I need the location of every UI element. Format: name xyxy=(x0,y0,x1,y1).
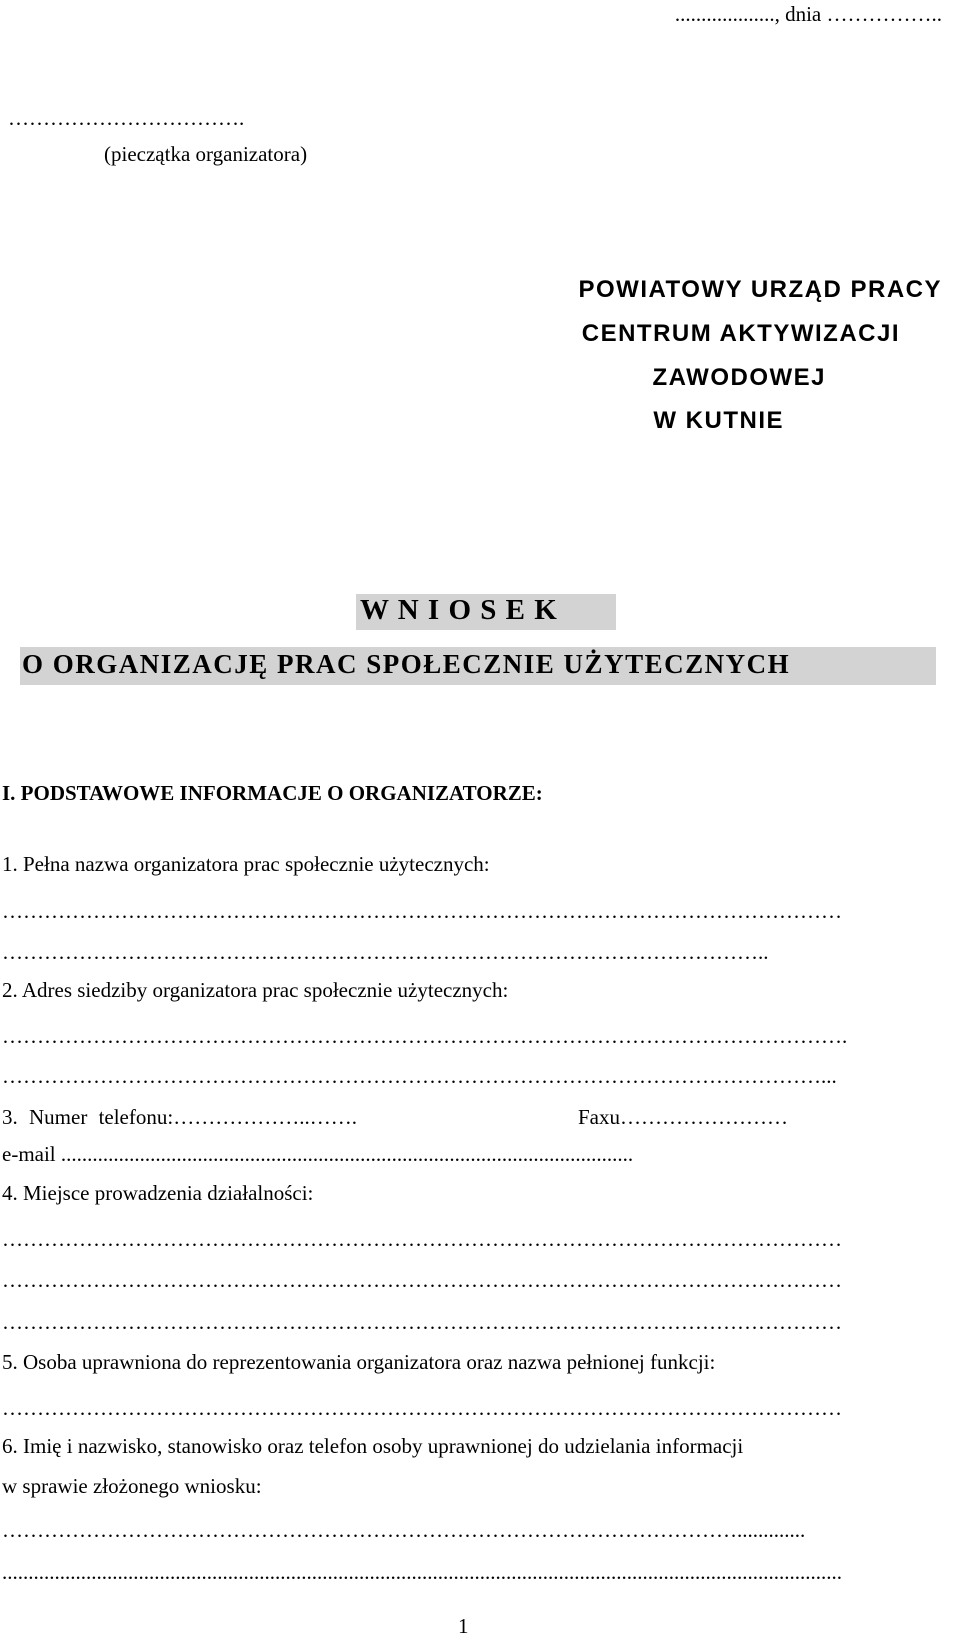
page-number: 1 xyxy=(458,1614,469,1638)
item-6-fill-line-2: ................................................................................................................................................................ xyxy=(2,1560,842,1584)
addressee-line-1: POWIATOWY URZĄD PRACY xyxy=(578,276,942,303)
item-2-fill-line-2: ………………………………………………………………………………………………………... xyxy=(2,1064,837,1088)
addressee-line-2: CENTRUM AKTYWIZACJI xyxy=(581,320,900,347)
item-4-fill-line-3: ………………………………………………………………………………………………………… xyxy=(2,1310,842,1334)
item-5-fill-line: ………………………………………………………………………………………………………… xyxy=(2,1396,842,1420)
stamp-dots: ……………………………. xyxy=(8,106,245,130)
item-4-label: 4. Miejsce prowadzenia działalności: xyxy=(2,1181,314,1205)
stamp-label: (pieczątka organizatora) xyxy=(104,142,308,166)
item-5-label: 5. Osoba uprawniona do reprezentowania organizatora oraz nazwa pełnionej funkcji: xyxy=(2,1350,716,1374)
addressee-line-4: W KUTNIE xyxy=(653,407,784,434)
item-1-label: 1. Pełna nazwa organizatora prac społecznie użytecznych: xyxy=(2,852,490,876)
item-1-fill-line-1: ………………………………………………………………………………………………………… xyxy=(2,899,842,923)
item-1-fill-line-2: ……………………………………………………………………………………………….. xyxy=(2,940,769,964)
section-heading: I. PODSTAWOWE INFORMACJE O ORGANIZATORZE: xyxy=(2,781,543,805)
date-line: ..................., dnia …………….. xyxy=(674,2,942,26)
addressee-line-3: ZAWODOWEJ xyxy=(652,364,826,391)
item-6-label-line-1: 6. Imię i nazwisko, stanowisko oraz telefon osoby uprawnionej do udzielania informacji xyxy=(2,1434,744,1458)
item-3-phone: 3. Numer telefonu:………………..……. xyxy=(2,1105,357,1129)
item-2-fill-line-1: …………………………………………………………………………………………………………. xyxy=(2,1024,848,1048)
item-3-fax: Faxu…………………… xyxy=(578,1105,788,1129)
document-subtitle: O ORGANIZACJĘ PRAC SPOŁECZNIE UŻYTECZNYCH xyxy=(22,649,791,679)
item-4-fill-line-2: ………………………………………………………………………………………………………… xyxy=(2,1268,842,1292)
item-6-label-line-2: w sprawie złożonego wniosku: xyxy=(2,1474,262,1498)
item-6-fill-line-1: ……………………………………………………………………………………………............. xyxy=(2,1518,806,1542)
item-2-label: 2. Adres siedziby organizatora prac społecznie użytecznych: xyxy=(2,978,509,1002)
email-line: e-mail ............................................................................................................. xyxy=(2,1142,634,1166)
item-4-fill-line-1: ………………………………………………………………………………………………………… xyxy=(2,1227,842,1251)
document-title: W N I O S E K xyxy=(360,594,558,626)
